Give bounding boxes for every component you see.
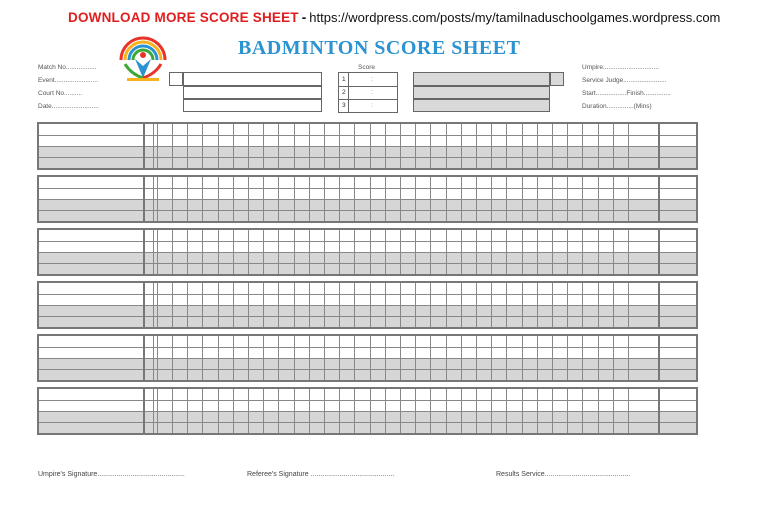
grid-line [461, 389, 462, 433]
date-field[interactable]: Date.......................... [38, 103, 99, 110]
grid-line [506, 124, 507, 168]
grid-line [430, 283, 431, 327]
score-divider [338, 86, 398, 87]
grid-line [613, 177, 614, 221]
grid-line [339, 336, 340, 380]
grid-line [263, 124, 264, 168]
grid-line [187, 177, 188, 221]
game-score-separator: : [371, 76, 373, 83]
grid-line [187, 283, 188, 327]
grid-line [446, 124, 447, 168]
grid-line [248, 124, 249, 168]
grid-line [582, 389, 583, 433]
referee-signature-line[interactable]: Referee's Signature ........................................... [247, 471, 395, 478]
grid-line [415, 177, 416, 221]
game-number-2: 2 [342, 89, 346, 96]
grid-line [370, 389, 371, 433]
grid-line [354, 389, 355, 433]
grid-line [628, 177, 629, 221]
scoring-block[interactable] [37, 122, 698, 170]
download-banner[interactable] [68, 10, 720, 25]
grid-line [233, 230, 234, 274]
grid-line [354, 230, 355, 274]
grid-line [157, 177, 158, 221]
grid-line [354, 283, 355, 327]
grid-line [582, 230, 583, 274]
opponent-name-box-1[interactable] [413, 72, 550, 86]
grid-line [628, 336, 629, 380]
grid-line [324, 124, 325, 168]
grid-line [143, 283, 145, 327]
score-divider [338, 99, 398, 100]
grid-line [506, 230, 507, 274]
grid-line [294, 177, 295, 221]
grid-line [400, 124, 401, 168]
grid-line [309, 230, 310, 274]
grid-line [187, 124, 188, 168]
grid-line [153, 283, 154, 327]
grid-line [218, 124, 219, 168]
grid-line [613, 230, 614, 274]
grid-line [385, 177, 386, 221]
scoring-block[interactable] [37, 228, 698, 276]
grid-line [202, 124, 203, 168]
game-number-1: 1 [342, 76, 346, 83]
banner-separator: - [301, 10, 307, 25]
grid-line [157, 230, 158, 274]
download-label[interactable]: DOWNLOAD MORE SCORE SHEET [68, 10, 299, 25]
grid-line [476, 389, 477, 433]
grid-line [218, 230, 219, 274]
grid-line [202, 230, 203, 274]
grid-line [491, 389, 492, 433]
grid-line [339, 177, 340, 221]
grid-line [278, 230, 279, 274]
grid-line [370, 283, 371, 327]
grid-line [628, 230, 629, 274]
grid-line [537, 124, 538, 168]
grid-line [598, 283, 599, 327]
grid-line [491, 336, 492, 380]
grid-line [628, 389, 629, 433]
grid-line [400, 177, 401, 221]
grid-line [143, 230, 145, 274]
grid-line [415, 389, 416, 433]
grid-line [598, 230, 599, 274]
grid-line [143, 336, 145, 380]
player-name-box-1[interactable] [183, 72, 322, 86]
grid-line [339, 230, 340, 274]
grid-line [628, 283, 629, 327]
download-url[interactable]: https://wordpress.com/posts/my/tamilnaduschoolgames.wordpress.com [309, 10, 721, 25]
game-number-3: 3 [342, 102, 346, 109]
grid-line [567, 389, 568, 433]
grid-line [153, 177, 154, 221]
grid-line [415, 336, 416, 380]
grid-line [522, 124, 523, 168]
grid-line [202, 283, 203, 327]
grid-line [491, 230, 492, 274]
court-no-field[interactable]: Court No.......... [38, 90, 83, 97]
grid-line [446, 177, 447, 221]
player-name-box-3[interactable] [183, 99, 322, 112]
grid-line [248, 389, 249, 433]
grid-line [278, 336, 279, 380]
grid-line [153, 124, 154, 168]
grid-line [567, 177, 568, 221]
grid-line [446, 230, 447, 274]
grid-line [202, 177, 203, 221]
grid-line [476, 177, 477, 221]
grid-line [461, 230, 462, 274]
service-box[interactable] [169, 72, 183, 86]
grid-line [309, 177, 310, 221]
grid-line [415, 124, 416, 168]
grid-line [537, 283, 538, 327]
score-divider [348, 72, 349, 113]
score-box[interactable] [338, 72, 398, 113]
grid-line [218, 389, 219, 433]
page-title: BADMINTON SCORE SHEET [238, 37, 521, 59]
grid-line [461, 283, 462, 327]
player-name-box-2[interactable] [183, 86, 322, 99]
grid-line [248, 336, 249, 380]
grid-line [153, 336, 154, 380]
grid-line [385, 283, 386, 327]
grid-line [294, 230, 295, 274]
grid-line [658, 177, 660, 221]
grid-line [172, 177, 173, 221]
grid-line [294, 124, 295, 168]
grid-line [324, 389, 325, 433]
grid-line [400, 283, 401, 327]
grid-line [552, 124, 553, 168]
grid-line [187, 389, 188, 433]
grid-line [157, 389, 158, 433]
grid-line [385, 336, 386, 380]
grid-line [309, 283, 310, 327]
grid-line [400, 336, 401, 380]
grid-line [476, 230, 477, 274]
grid-line [187, 336, 188, 380]
grid-line [400, 230, 401, 274]
scoring-block[interactable] [37, 175, 698, 223]
grid-line [157, 124, 158, 168]
opponent-name-box-2[interactable] [413, 86, 550, 99]
grid-line [324, 230, 325, 274]
grid-line [157, 283, 158, 327]
grid-line [294, 389, 295, 433]
grid-line [582, 124, 583, 168]
grid-line [446, 336, 447, 380]
grid-line [233, 336, 234, 380]
grid-line [522, 230, 523, 274]
grid-line [430, 230, 431, 274]
grid-line [218, 336, 219, 380]
grid-line [461, 124, 462, 168]
grid-line [552, 283, 553, 327]
grid-line [598, 124, 599, 168]
grid-line [613, 283, 614, 327]
grid-line [476, 283, 477, 327]
grid-line [294, 283, 295, 327]
grid-line [172, 389, 173, 433]
grid-line [613, 124, 614, 168]
grid-line [233, 283, 234, 327]
grid-line [400, 389, 401, 433]
grid-line [567, 283, 568, 327]
grid-line [598, 336, 599, 380]
grid-line [233, 124, 234, 168]
grid-line [461, 336, 462, 380]
scoring-block[interactable] [37, 334, 698, 382]
grid-line [613, 389, 614, 433]
grid-line [172, 124, 173, 168]
grid-line [339, 124, 340, 168]
grid-line [202, 389, 203, 433]
grid-line [324, 336, 325, 380]
grid-line [153, 230, 154, 274]
grid-line [446, 283, 447, 327]
grid-line [339, 283, 340, 327]
grid-line [598, 389, 599, 433]
grid-line [248, 230, 249, 274]
grid-line [233, 389, 234, 433]
grid-line [339, 389, 340, 433]
duration-field[interactable]: Duration...............(Mins) [582, 103, 652, 110]
grid-line [385, 124, 386, 168]
grid-line [385, 389, 386, 433]
grid-line [263, 336, 264, 380]
grid-line [582, 177, 583, 221]
grid-line [278, 124, 279, 168]
grid-line [537, 389, 538, 433]
opponent-name-box-3[interactable] [413, 99, 550, 112]
grid-line [506, 283, 507, 327]
grid-line [567, 124, 568, 168]
game-score-separator: : [371, 102, 373, 109]
grid-line [613, 336, 614, 380]
grid-line [187, 230, 188, 274]
grid-line [278, 389, 279, 433]
grid-line [506, 336, 507, 380]
grid-line [263, 177, 264, 221]
grid-line [248, 177, 249, 221]
match-no-field[interactable]: Match No................. [38, 64, 97, 71]
grid-line [537, 336, 538, 380]
grid-line [278, 177, 279, 221]
grid-line [582, 336, 583, 380]
grid-line [218, 177, 219, 221]
grid-line [370, 336, 371, 380]
grid-line [354, 177, 355, 221]
grid-line [430, 336, 431, 380]
grid-line [233, 177, 234, 221]
grid-line [537, 230, 538, 274]
grid-line [567, 336, 568, 380]
grid-line [172, 283, 173, 327]
grid-line [522, 389, 523, 433]
grid-line [263, 389, 264, 433]
grid-line [537, 177, 538, 221]
grid-line [552, 389, 553, 433]
grid-line [446, 389, 447, 433]
service-judge-field[interactable]: Service Judge........................ [582, 77, 667, 84]
grid-line [385, 230, 386, 274]
results-service-line[interactable]: Results Service............................................ [496, 471, 631, 478]
grid-line [491, 124, 492, 168]
scoring-block[interactable] [37, 281, 698, 329]
start-finish-field[interactable]: Start.................Finish............... [582, 90, 671, 97]
score-label: Score [358, 64, 375, 71]
grid-line [522, 336, 523, 380]
grid-line [354, 336, 355, 380]
games-logo-icon [115, 30, 171, 82]
grid-line [294, 336, 295, 380]
umpire-signature-line[interactable]: Umpire's Signature............................................. [38, 471, 185, 478]
grid-line [157, 336, 158, 380]
grid-line [172, 230, 173, 274]
event-field[interactable]: Event........................ [38, 77, 98, 84]
grid-line [309, 124, 310, 168]
grid-line [476, 124, 477, 168]
grid-line [506, 389, 507, 433]
grid-line [628, 124, 629, 168]
grid-line [370, 124, 371, 168]
game-score-separator: : [371, 89, 373, 96]
grid-line [582, 283, 583, 327]
grid-line [143, 389, 145, 433]
grid-line [491, 283, 492, 327]
grid-line [506, 177, 507, 221]
grid-line [430, 389, 431, 433]
grid-line [552, 230, 553, 274]
grid-line [658, 389, 660, 433]
grid-line [263, 230, 264, 274]
grid-line [658, 336, 660, 380]
grid-line [370, 177, 371, 221]
grid-line [552, 336, 553, 380]
grid-line [143, 177, 145, 221]
opponent-service-box[interactable] [550, 72, 564, 86]
grid-line [461, 177, 462, 221]
grid-line [218, 283, 219, 327]
grid-line [658, 124, 660, 168]
grid-line [567, 230, 568, 274]
grid-line [309, 389, 310, 433]
umpire-field[interactable]: Umpire............................... [582, 64, 659, 71]
grid-line [430, 177, 431, 221]
grid-line [202, 336, 203, 380]
grid-line [172, 336, 173, 380]
scoring-block[interactable] [37, 387, 698, 435]
grid-line [263, 283, 264, 327]
grid-line [324, 283, 325, 327]
grid-line [153, 389, 154, 433]
grid-line [552, 177, 553, 221]
grid-line [354, 124, 355, 168]
grid-line [522, 177, 523, 221]
grid-line [658, 283, 660, 327]
grid-line [491, 177, 492, 221]
grid-line [598, 177, 599, 221]
grid-line [522, 283, 523, 327]
grid-line [415, 230, 416, 274]
grid-line [370, 230, 371, 274]
grid-line [415, 283, 416, 327]
grid-line [309, 336, 310, 380]
grid-line [278, 283, 279, 327]
grid-line [658, 230, 660, 274]
grid-line [248, 283, 249, 327]
grid-line [324, 177, 325, 221]
grid-line [143, 124, 145, 168]
grid-line [430, 124, 431, 168]
grid-line [476, 336, 477, 380]
